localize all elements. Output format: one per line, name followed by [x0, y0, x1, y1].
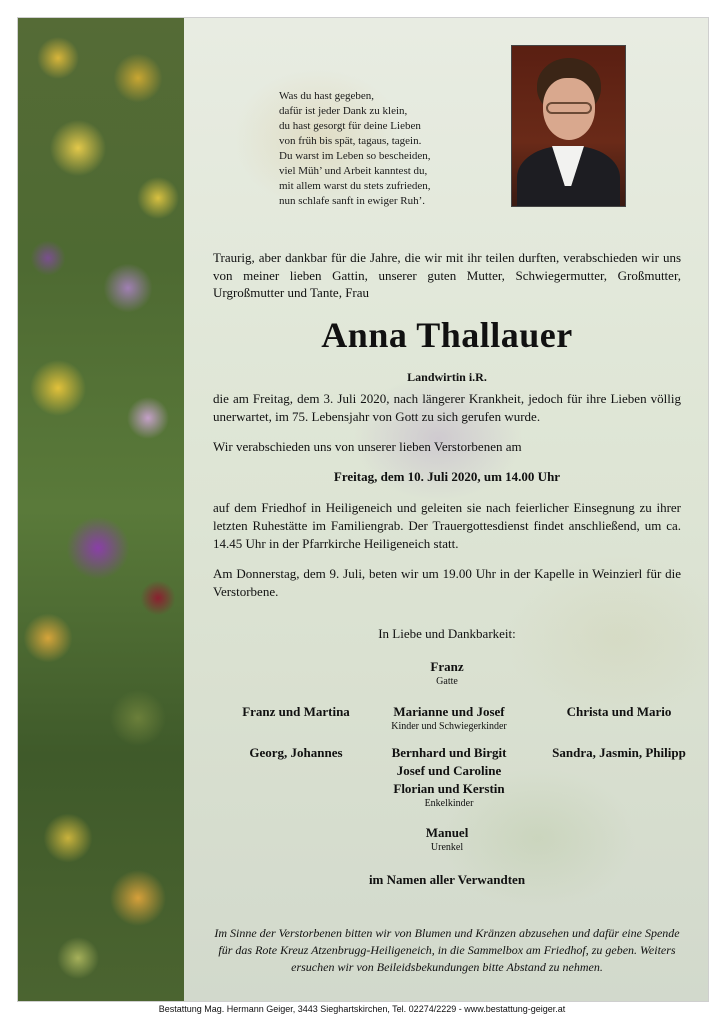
poem-line: dafür ist jeder Dank zu klein,: [279, 105, 408, 117]
grandchildren-name: Bernhard und Birgit: [391, 745, 507, 760]
children-role: Kinder und Schwiegerkinder: [391, 721, 507, 732]
obituary-card: [17, 17, 709, 1002]
mourner-husband: [201, 658, 693, 687]
great-grandchild-name: Manuel: [425, 825, 469, 840]
flower-image-strip: [18, 18, 184, 1001]
poem: [279, 89, 469, 209]
mourner-right-1: Christa und Mario: [566, 704, 672, 719]
great-grandchild-role: Urenkel: [430, 842, 464, 853]
funeral-text: auf dem Friedhof in Heiligeneich und geleiten sie nach feierlicher Einsegnung zu ihrer letzten Ruhestätte im Familiengrab. Der Trauergottesdienst findet anschließend, um ca. 14.45 Uhr in der Pfarrkirche Heiligeneich statt.: [213, 500, 681, 551]
funeral-home-credit: Bestattung Mag. Hermann Geiger, 3443 Sieghartskirchen, Tel. 02274/2229 - www.bestattung-geiger.at: [158, 1004, 566, 1014]
poem-line: mit allem warst du stets zufrieden,: [279, 180, 431, 192]
funeral-date: Freitag, dem 10. Juli 2020, um 14.00 Uhr: [333, 469, 561, 484]
poem-line: Du warst im Leben so bescheiden,: [279, 150, 431, 162]
mourner-left-1: Franz und Martina: [242, 704, 350, 719]
mourner-children: [361, 703, 537, 732]
mourner-grandchildren: [361, 744, 537, 809]
poem-line: viel Müh’ und Arbeit kanntest du,: [279, 165, 428, 177]
donation-note: Im Sinne der Verstorbenen bitten wir von Blumen und Kränzen abzusehen und dafür eine Spende für das Rote Kreuz Atzenbrugg-Heiligeneich, in die Sammelbox am Friedhof, zu geben. Weiters ersuchen wir von Beileidsbekundungen bitte Abstand zu nehmen.: [214, 926, 680, 974]
love-line: In Liebe und Dankbarkeit:: [378, 626, 516, 641]
prayer-text: Am Donnerstag, dem 9. Juli, beten wir um 19.00 Uhr in der Kapelle in Weinzierl für die Verstorbene.: [213, 566, 681, 599]
husband-name: Franz: [430, 659, 464, 674]
portrait-glasses: [546, 102, 592, 114]
grandchildren-role: Enkelkinder: [424, 798, 474, 809]
death-text: die am Freitag, dem 3. Juli 2020, nach längerer Krankheit, jedoch für ihre Lieben völlig unerwartet, im 75. Lebensjahr von Gott zu sich gerufen wurde.: [213, 391, 681, 424]
husband-role: Gatte: [436, 676, 458, 687]
deceased-name: Anna Thallauer: [321, 315, 573, 355]
deceased-occupation: Landwirtin i.R.: [407, 370, 487, 384]
intro-text: Traurig, aber dankbar für die Jahre, die wir mit ihr teilen durften, verabschieden wir uns von meiner lieben Gattin, unserer guten Mutter, Schwiegermutter, Großmutter, Urgroßmutter und Tante, Frau: [213, 250, 681, 300]
mourner-left-2: Georg, Johannes: [249, 745, 343, 760]
grandchildren-name: Josef und Caroline: [396, 763, 502, 778]
children-names: Marianne und Josef: [393, 704, 505, 719]
poem-line: nun schlafe sanft in ewiger Ruh’.: [279, 195, 426, 207]
mourner-right-2: Sandra, Jasmin, Philipp: [552, 745, 686, 760]
poem-line: von früh bis spät, tagaus, tagein.: [279, 135, 422, 147]
relatives-line: im Namen aller Verwandten: [368, 872, 526, 887]
portrait-photo: [511, 45, 626, 207]
poem-line: du hast gesorgt für deine Lieben: [279, 120, 421, 132]
poem-line: Was du hast gegeben,: [279, 90, 375, 102]
farewell-intro: Wir verabschieden uns von unserer lieben Verstorbenen am: [213, 439, 522, 454]
mourner-great-grandchild: [201, 824, 693, 853]
grandchildren-name: Florian und Kerstin: [393, 781, 505, 796]
